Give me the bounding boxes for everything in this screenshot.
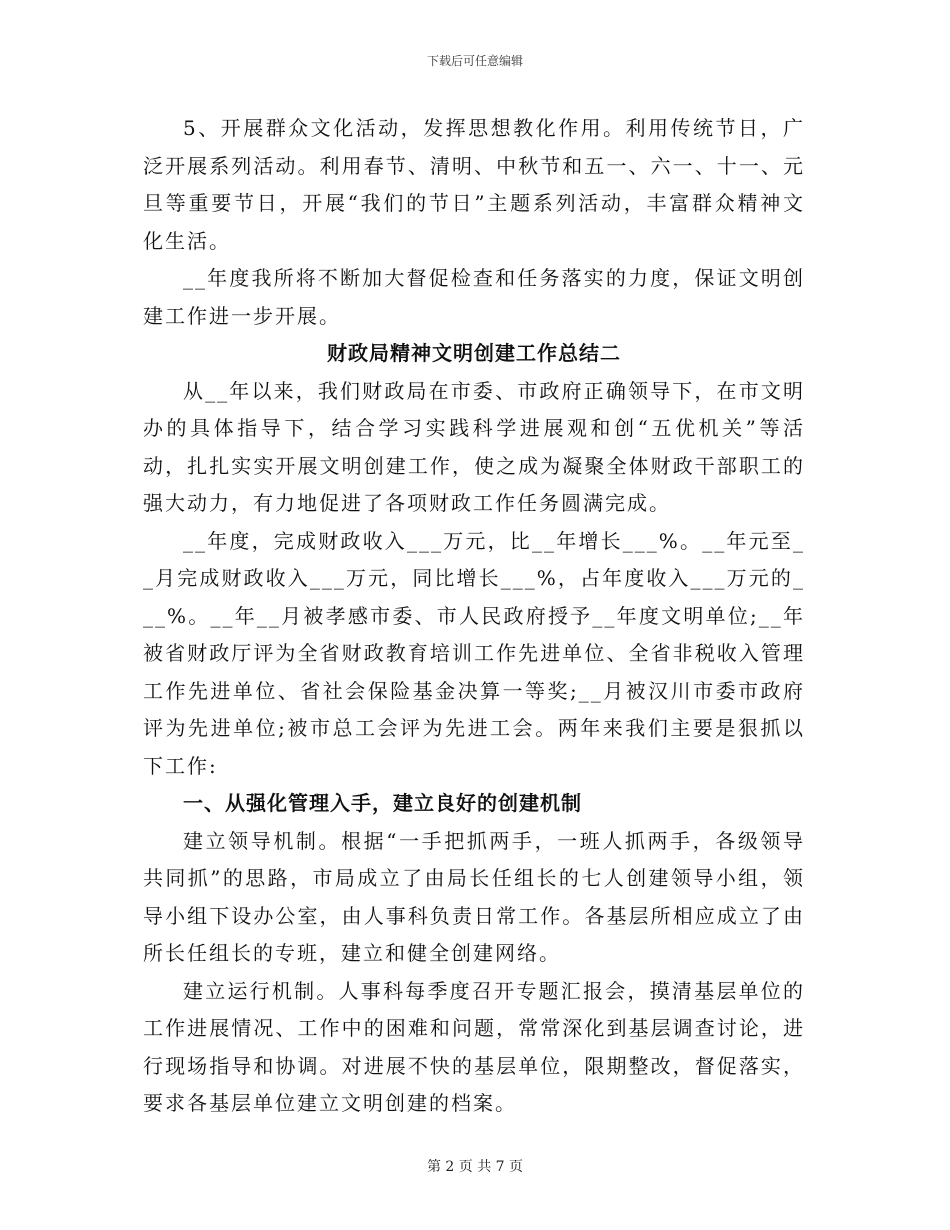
section-title: 财政局精神文明创建工作总结二 [327,341,621,365]
paragraph-culture-activities: 5、开展群众文化活动，发挥思想教化作用。利用传统节日，广泛开展系列活动。利用春节、清明、中秋节和五一、六一、十一、元旦等重要节日，开展“我们的节日”主题系列活动，丰富群众精神文化生活。 [143,116,805,253]
page-header-note: 下载后可任意编辑 [426,54,523,68]
subsection-heading: 一、从强化管理入手，建立良好的创建机制 [183,791,582,815]
paragraph-intro: 从__年以来，我们财政局在市委、市政府正确领导下，在市文明办的具体指导下，结合学习实践科学进展观和创“五优机关”等活动，扎扎实实开展文明创建工作，使之成为凝聚全体财政干部职工的强大动力，有力地促进了各项财政工作任务圆满完成。 [143,378,805,515]
paragraph-leadership-mechanism: 建立领导机制。根据“一手把抓两手，一班人抓两手，各级领导共同抓”的思路，市局成立了由局长任组长的七人创建领导小组，领导小组下设办公室，由人事科负责日常工作。各基层所相应成立了由所长任组长的专班，建立和健全创建网络。 [143,828,805,965]
page-number: 第 2 页 共 7 页 [426,1159,524,1175]
paragraph-achievements: __年度，完成财政收入___万元，比__年增长___%。__年元至__月完成财政收入___万元，同比增长___%，占年度收入___万元的___%。__年__月被孝感市委、市人民政府授予__年度文明单位;__年被省财政厅评为全省财政教育培训工作先进单位、全省非税收入管理工作先进单位、省社会保险基金决算一等奖;__月被汉川市委市政府评为先进单位;被市总工会评为先进工会。两年来我们主要是狠抓以下工作: [143,528,805,778]
document-body [143,110,805,1123]
paragraph-operation-mechanism: 建立运行机制。人事科每季度召开专题汇报会，摸清基层单位的工作进展情况、工作中的困难和问题，常常深化到基层调查讨论，进行现场指导和协调。对进展不快的基层单位，限期整改，督促落实，要求各基层单位建立文明创建的档案。 [143,978,805,1115]
paragraph-supervision: __年度我所将不断加大督促检查和任务落实的力度，保证文明创建工作进一步开展。 [143,266,805,328]
